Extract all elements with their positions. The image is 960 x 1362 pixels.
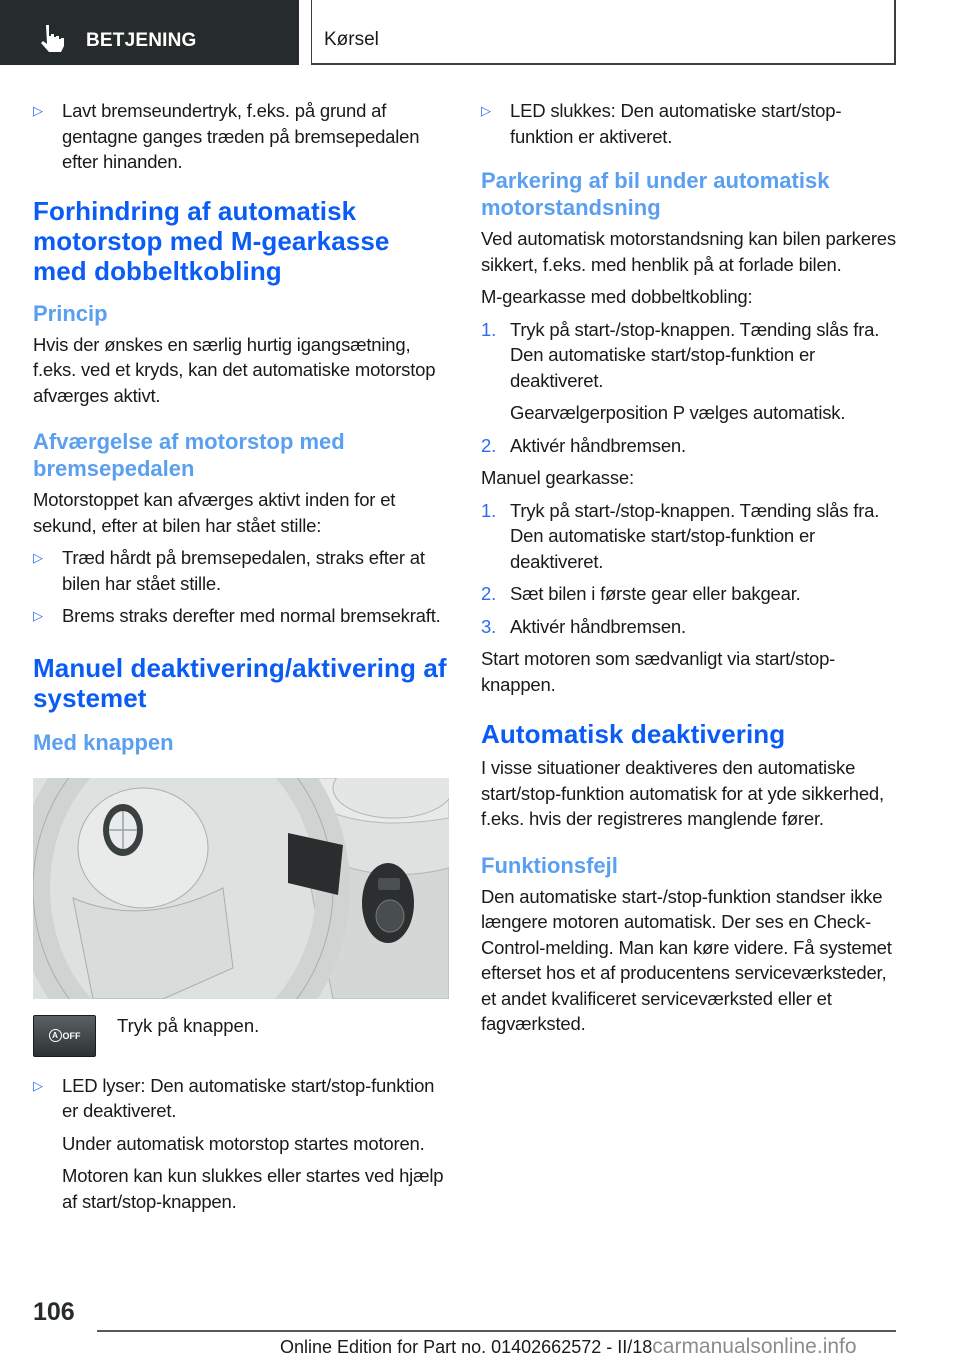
auto-start-stop-off-button-icon: A OFF bbox=[33, 1015, 96, 1057]
chapter-title: Kørsel bbox=[324, 29, 379, 50]
triangle-bullet-icon: ▷ bbox=[33, 550, 43, 565]
step-number: 1. bbox=[481, 499, 497, 521]
heading-parkering: Parkering af bil under automatisk motorstandsning bbox=[481, 168, 830, 220]
paragraph-under: Under automatisk motorstop startes motoren. bbox=[62, 1132, 425, 1154]
step-item bbox=[481, 581, 897, 607]
heading-med-knappen: Med knappen bbox=[33, 729, 174, 755]
section-tab bbox=[0, 0, 299, 65]
page-number: 106 bbox=[33, 1298, 75, 1326]
heading-forhindring: Forhindring af automatisk motorstop med M-gearkasse med dobbeltkobling bbox=[33, 195, 390, 286]
heading-automatisk-deaktivering: Automatisk deaktivering bbox=[481, 719, 786, 749]
heading-manuel: Manuel deaktivering/aktivering af systemet bbox=[33, 652, 447, 713]
section-title: BETJENING bbox=[86, 30, 197, 51]
step-number: 2. bbox=[481, 434, 497, 456]
list-item-text: Træd hårdt på bremsepedalen, straks efter at bilen har stået stille. bbox=[62, 547, 425, 594]
step-item bbox=[481, 614, 897, 640]
dashboard-illustration-icon bbox=[33, 778, 449, 999]
triangle-bullet-icon: ▷ bbox=[33, 1077, 43, 1093]
heading-funktionsfejl: Funktionsfejl bbox=[481, 852, 618, 878]
step-text: Sæt bilen i første gear eller bakgear. bbox=[510, 583, 801, 604]
list-item-text: Brems straks derefter med normal bremsekraft. bbox=[62, 605, 441, 626]
step-number: 1. bbox=[481, 318, 497, 340]
footer-edition bbox=[280, 1335, 857, 1359]
list-item bbox=[481, 98, 897, 149]
steering-wheel-illustration bbox=[33, 778, 449, 999]
step-text: Aktivér håndbremsen. bbox=[510, 434, 686, 456]
chapter-header bbox=[311, 0, 896, 65]
edition-text: Online Edition for Part no. 01402662572 - II/18 bbox=[280, 1337, 653, 1357]
list-item-text: Lavt bremseundertryk, f.eks. på grund af gentagne ganges træden på bremsepedalen efter hinanden. bbox=[62, 100, 420, 172]
list-item-text: LED slukkes: Den automatiske start/stop-funktion er aktiveret. bbox=[510, 100, 842, 147]
heading-princip: Princip bbox=[33, 300, 108, 326]
list-item bbox=[33, 603, 449, 629]
paragraph-automatisk: I visse situationer deaktiveres den automatiske start/stop-funktion automatisk for at yde sikkerhed, f.eks. hvis der registreres manglende fører. bbox=[481, 757, 884, 829]
paragraph-princip: Hvis der ønskes en særlig hurtig igangsætning, f.eks. ved et kryds, kan det automatiske motorstop afværges aktivt. bbox=[33, 333, 436, 406]
paragraph-funktionsfejl: Den automatiske start-/stop-funktion standser ikke længere motoren automatisk. Der ses en Check-Control-melding. Man kan køre videre. Få systemet efterset hos et af producentens serviceværksteder, et andet kvalificeret serviceværksted eller et fagværksted. bbox=[481, 885, 892, 1034]
triangle-bullet-icon: ▷ bbox=[33, 608, 43, 623]
step-text: Tryk på start-/stop-knappen. Tænding slås fra. Den automatiske start/stop-funktion er deaktiveret. bbox=[510, 499, 880, 572]
list-item bbox=[33, 545, 449, 596]
hand-pointer-icon bbox=[40, 24, 66, 52]
watermark-link[interactable]: carmanualsonline.info bbox=[652, 1335, 857, 1358]
step-number: 2. bbox=[481, 583, 497, 604]
paragraph-manuel-gearkasse: Manuel gearkasse: bbox=[481, 467, 634, 488]
step-text: Aktivér håndbremsen. bbox=[510, 615, 686, 637]
paragraph-mgear: M-gearkasse med dobbeltkobling: bbox=[481, 286, 753, 307]
step-item bbox=[481, 433, 897, 459]
step-text: Tryk på start-/stop-knappen. Tænding slås fra. Den automatiske start/stop-funktion er deaktiveret. bbox=[510, 318, 880, 391]
list-item-text: LED lyser: Den automatiske start/stop-funktion er deaktiveret. bbox=[62, 1074, 435, 1121]
step-number: 3. bbox=[481, 615, 497, 637]
heading-afvaergelse: Afværgelse af motorstop med bremsepedalen bbox=[33, 429, 345, 481]
step-item bbox=[481, 498, 897, 575]
left-column bbox=[33, 98, 449, 1221]
list-item bbox=[33, 1073, 449, 1124]
triangle-bullet-icon: ▷ bbox=[33, 103, 43, 118]
button-instruction-text: Tryk på knappen. bbox=[117, 1014, 260, 1036]
footer-divider bbox=[97, 1330, 896, 1332]
right-column bbox=[481, 98, 897, 1044]
paragraph-afvaergelse: Motorstoppet kan afværges aktivt inden for et sekund, efter at bilen har stået stille: bbox=[33, 489, 396, 536]
paragraph-parkering: Ved automatisk motorstandsning kan bilen parkeres sikkert, f.eks. med henblik på at forlade bilen. bbox=[481, 228, 896, 275]
step-item bbox=[481, 317, 897, 394]
list-item bbox=[33, 98, 449, 175]
button-instruction bbox=[33, 1015, 449, 1057]
triangle-bullet-icon: ▷ bbox=[481, 103, 491, 118]
paragraph-start: Start motoren som sædvanligt via start/stop-knappen. bbox=[481, 648, 836, 695]
paragraph-motoren: Motoren kan kun slukkes eller startes ved hjælp af start/stop-knappen. bbox=[62, 1165, 444, 1212]
paragraph-gearvaelger: Gearvælgerposition P vælges automatisk. bbox=[510, 402, 846, 423]
